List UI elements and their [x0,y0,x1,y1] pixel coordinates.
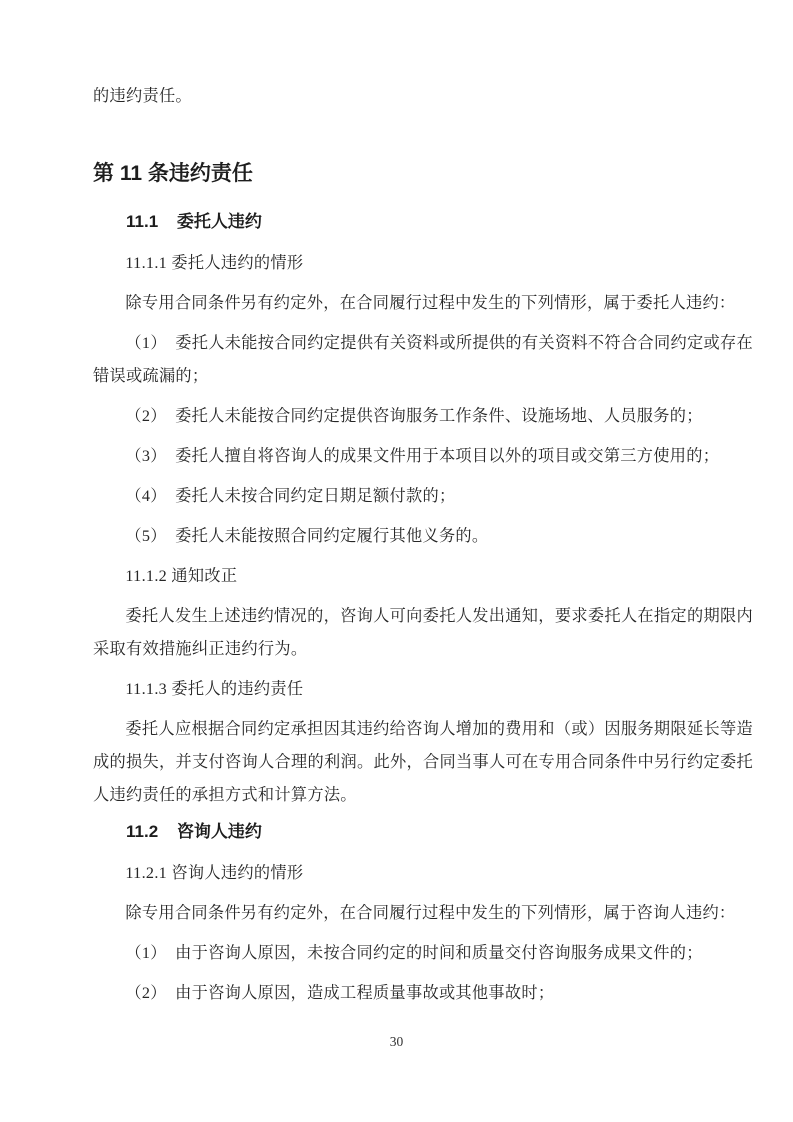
section-heading-11-1 [93,209,753,235]
list-item-1: （1） 委托人未能按合同约定提供有关资料或所提供的有关资料不符合合同约定或存在错误或疏漏的； [93,334,753,385]
chapter-heading: 第 11 条违约责任 [93,162,253,185]
section-number: 11.1 [126,212,159,231]
list-item-4: （4） 委托人未按合同约定日期足额付款的； [125,487,456,505]
section-number: 11.2 [126,822,159,841]
paragraph-11-1-3: 委托人应根据合同约定承担因其违约给咨询人增加的费用和（或）因服务期限延长等造成的损失，并支付咨询人合理的利润。此外，合同当事人可在专用合同条件中另行约定委托人违约责任的承担方式和计算方法。 [93,720,753,804]
section-heading-11-2 [93,819,753,845]
list-item-2: （2） 由于咨询人原因，造成工程质量事故或其他事故时； [125,984,555,1002]
list-item-1: （1） 由于咨询人原因，未按合同约定的时间和质量交付咨询服务成果文件的； [125,944,703,962]
page-number: 30 [389,1034,404,1049]
clause-heading-11-1-1: 11.1.1 委托人违约的情形 [125,254,304,272]
section-title: 委托人违约 [176,212,262,231]
clause-heading-11-1-3: 11.1.3 委托人的违约责任 [125,680,304,698]
list-item-5: （5） 委托人未能按照合同约定履行其他义务的。 [125,527,489,545]
list-item-2: （2） 委托人未能按合同约定提供咨询服务工作条件、设施场地、人员服务的； [125,407,703,425]
section-title: 咨询人违约 [176,822,262,841]
paragraph-11-2-1-intro: 除专用合同条件另有约定外，在合同履行过程中发生的下列情形，属于咨询人违约： [125,904,736,922]
clause-heading-11-2-1: 11.2.1 咨询人违约的情形 [125,864,304,882]
continuation-text: 的违约责任。 [93,87,192,105]
clause-heading-11-1-2: 11.1.2 通知改正 [125,567,238,585]
list-item-3: （3） 委托人擅自将咨询人的成果文件用于本项目以外的项目或交第三方使用的； [125,447,720,465]
paragraph-11-1-1-intro: 除专用合同条件另有约定外，在合同履行过程中发生的下列情形，属于委托人违约： [125,294,736,312]
document-content [93,80,753,1017]
paragraph-11-1-2: 委托人发生上述违约情况的，咨询人可向委托人发出通知，要求委托人在指定的期限内采取有效措施纠正违约行为。 [93,607,753,658]
